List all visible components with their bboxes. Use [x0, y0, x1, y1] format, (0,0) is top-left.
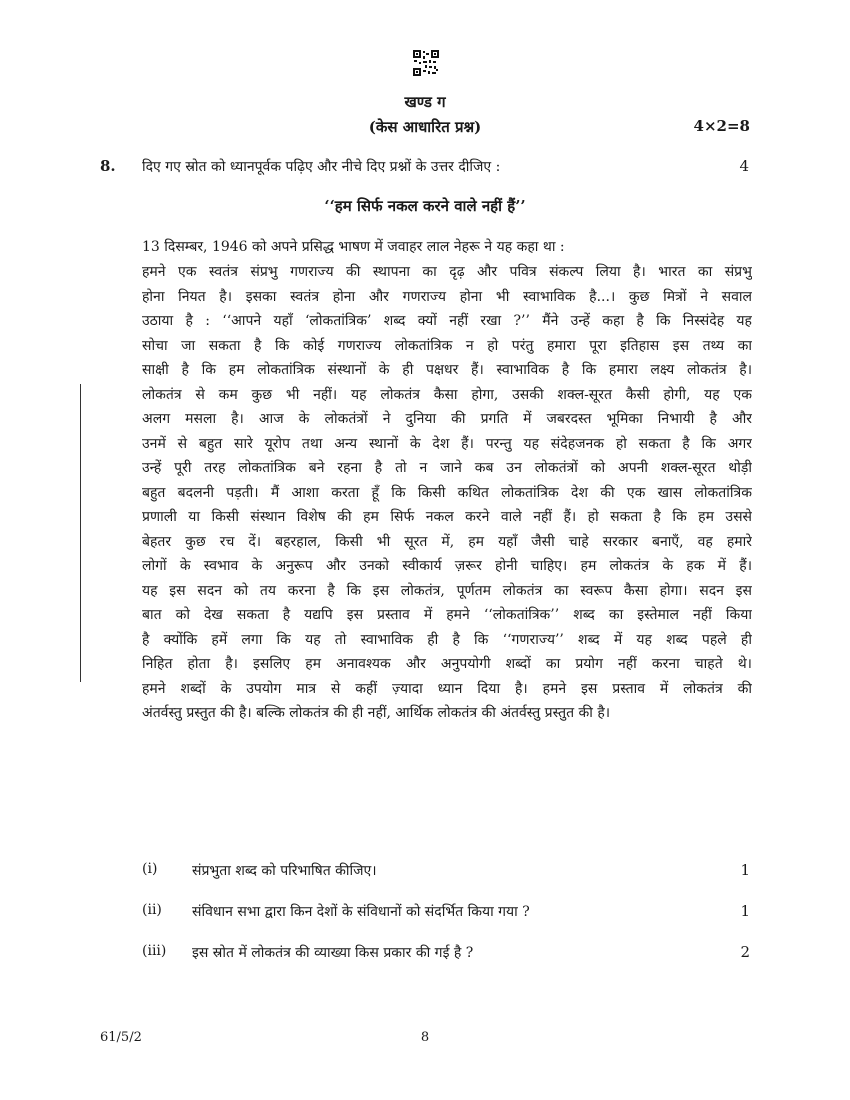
section-subtitle: (केस आधारित प्रश्न) [368, 118, 482, 136]
passage-line: प्रणाली या किसी संस्थान विशेष की हम सिर्फ नकल करने वाले नहीं हैं। हो सकता है कि हम उससे [142, 509, 752, 525]
sub-question-text: संविधान सभा द्वारा किन देशों के संविधानों को संदर्भित किया गया ? [192, 904, 530, 920]
passage-line: होना नियत है। इसका स्वतंत्र होना और गणराज्य होना भी स्वाभाविक है...। कुछ मित्रों ने सवाल [142, 288, 752, 305]
passage-line: हमने शब्दों के उपयोग मात्र से कहीं ज़्यादा ध्यान दिया है। हमने इस प्रस्ताव में लोकतंत्र की [142, 680, 752, 697]
page-number: 8 [420, 1030, 430, 1045]
passage-line: बेहतर कुछ रच दें। बहरहाल, किसी भी सूरत में, हम यहाँ जैसी चाहे सरकार बनाएँ, वह हमारे [142, 533, 752, 550]
sub-question-number: (iii) [142, 943, 167, 959]
sub-question-text: संप्रभुता शब्द को परिभाषित कीजिए। [192, 863, 377, 879]
sub-question-marks: 1 [740, 861, 750, 879]
sub-question-number: (ii) [142, 902, 162, 918]
source-passage [142, 260, 752, 726]
passage-line: लोकतंत्र से कम कुछ भी नहीं। यह लोकतंत्र कैसा होगा, उसकी शक्ल-सूरत कैसी होगी, यह एक [142, 386, 752, 403]
passage-line: निहित होता है। इसलिए हम अनावश्यक और अनुपयोगी शब्दों का प्रयोग नहीं करना चाहते थे। [142, 656, 752, 672]
source-title: ‘‘हम सिर्फ नकल करने वाले नहीं हैं’’ [324, 197, 526, 215]
question-instruction: दिए गए स्रोत को ध्यानपूर्वक पढ़िए और नीचे दिए प्रश्नों के उत्तर दीजिए : [142, 159, 501, 175]
passage-line: अलग मसला है। आज के लोकतंत्रों ने दुनिया की प्रगति में जबरदस्त भूमिका निभायी है और [142, 411, 752, 427]
qr-code-icon [413, 50, 439, 76]
sub-question-number: (i) [142, 861, 158, 877]
question-number: 8. [100, 157, 116, 175]
passage-line: यह इस सदन को तय करना है कि इस लोकतंत्र, पूर्णतम लोकतंत्र का स्वरूप कैसा होगा। सदन इस [142, 582, 752, 599]
passage-line: सोचा जा सकता है कि कोई गणराज्य लोकतांत्रिक न हो परंतु हमारा पूरा इतिहास इस तथ्य का [142, 337, 752, 354]
passage-line: बात को देख सकता है यद्यपि इस प्रस्ताव में हमने ‘‘लोकतांत्रिक’’ शब्द का इस्तेमाल नहीं किया [142, 607, 752, 623]
passage-line: उन्हें पूरी तरह लोकतांत्रिक बने रहना है तो न जाने कब उन लोकतंत्रों को अपनी शक्ल-सूरत थोड़ी [142, 460, 752, 476]
passage-line: उठाया है : ‘‘आपने यहाँ ‘लोकतांत्रिक’ शब्द क्यों नहीं रखा ?’’ मैंने उन्हें कहा है कि निस्संदेह यह [142, 313, 752, 329]
passage-line: उनमें से बहुत सारे यूरोप तथा अन्य स्थानों के देश हैं। परन्तु यह संदेहजनक हो सकता है कि अगर [142, 435, 752, 452]
sub-question-text: इस स्रोत में लोकतंत्र की व्याख्या किस प्रकार की गई है ? [192, 945, 474, 961]
question-marks: 4 [739, 157, 749, 175]
section-title: खण्ड ग [404, 93, 446, 111]
sub-question-marks: 2 [740, 943, 750, 961]
passage-line: बहुत बदलनी पड़ती। मैं आशा करता हूँ कि किसी कथित लोकतांत्रिक देश की एक खास लोकतांत्रिक [142, 484, 752, 501]
margin-line [80, 384, 81, 682]
source-intro: 13 दिसम्बर, 1946 को अपने प्रसिद्ध भाषण में जवाहर लाल नेहरू ने यह कहा था : [142, 239, 565, 255]
paper-code: 61/5/2 [100, 1030, 142, 1045]
passage-line: है क्योंकि हमें लगा कि यह तो स्वाभाविक ही है कि ‘‘गणराज्य’’ शब्द में यह शब्द पहले ही [142, 631, 752, 648]
passage-line: अंतर्वस्तु प्रस्तुत की है। बल्कि लोकतंत्र की ही नहीं, आर्थिक लोकतंत्र की अंतर्वस्तु प्रस्तुत की है। [142, 705, 611, 721]
section-marks-total: 4×2=8 [693, 117, 750, 135]
passage-line: साक्षी है कि हम लोकतांत्रिक संस्थानों के ही पक्षधर हैं। स्वाभाविक है कि हमारा लक्ष्य लोकतंत्र है। [142, 362, 752, 378]
passage-line: लोगों के स्वभाव के अनुरूप और उनको स्वीकार्य ज़रूर होनी चाहिए। हम लोकतंत्र के हक में हैं। [142, 558, 752, 574]
passage-line: हमने एक स्वतंत्र संप्रभु गणराज्य की स्थापना का दृढ़ और पवित्र संकल्प लिया है। भारत का संप्रभु [142, 264, 752, 280]
sub-question-marks: 1 [740, 902, 750, 920]
